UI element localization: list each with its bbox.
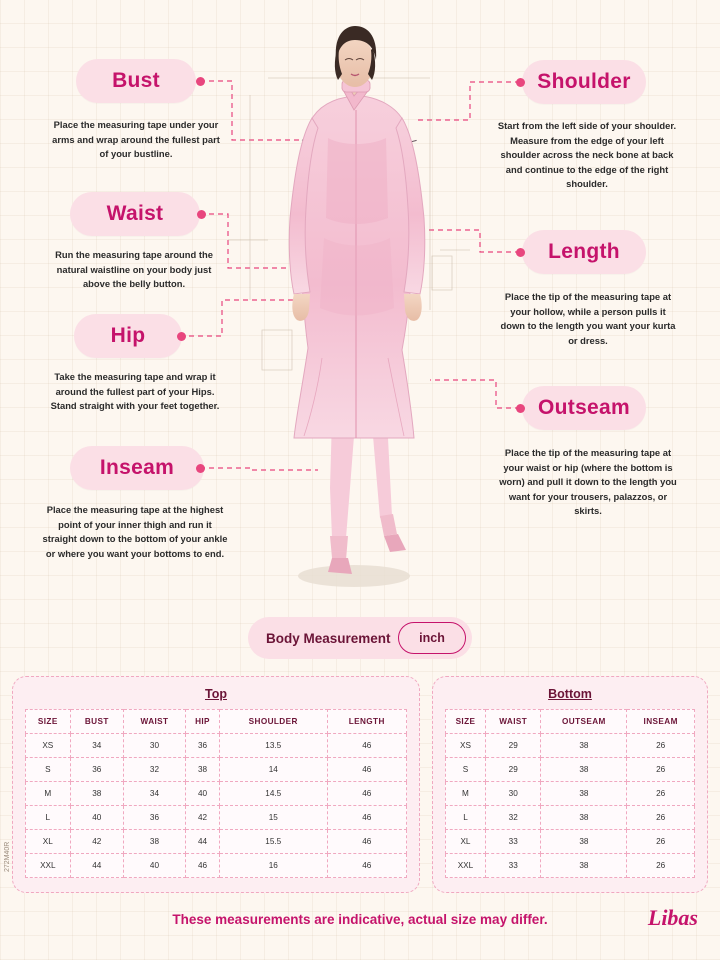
label-outseam-text: Outseam <box>538 396 630 419</box>
size-table-bottom <box>432 676 708 893</box>
brand-logo: Libas <box>647 905 698 930</box>
body-measurement-title: Body Measurement <box>266 630 391 646</box>
cell-waist: 38 <box>123 830 185 854</box>
cell-waist: 40 <box>123 854 185 878</box>
cell-waist: 32 <box>485 806 541 830</box>
cell-bust: 44 <box>70 854 123 878</box>
table-row <box>26 782 407 806</box>
connector-dot-hip <box>177 332 186 341</box>
cell-shoulder: 15 <box>219 806 327 830</box>
table-row <box>446 830 695 854</box>
unit-toggle[interactable] <box>398 622 466 654</box>
col-waist: WAIST <box>123 710 185 734</box>
cell-inseam: 26 <box>627 734 695 758</box>
model-illustration <box>238 18 482 598</box>
table-row <box>26 806 407 830</box>
table-row <box>446 854 695 878</box>
desc-hip: Take the measuring tape and wrap it around the fullest part of your Hips. Stand straight with your feet together. <box>50 371 220 412</box>
cell-length: 46 <box>327 758 407 782</box>
cell-bust: 40 <box>70 806 123 830</box>
table-row <box>446 782 695 806</box>
cell-waist: 36 <box>123 806 185 830</box>
table-row <box>26 758 407 782</box>
cell-hip: 38 <box>186 758 220 782</box>
cell-hip: 46 <box>186 854 220 878</box>
cell-outseam: 38 <box>541 830 627 854</box>
cell-bust: 38 <box>70 782 123 806</box>
cell-length: 46 <box>327 782 407 806</box>
desc-outseam: Place the tip of the measuring tape at your waist or hip (where the bottom is worn) and pull it down to the length you want for your trousers, palazzos, or skirts. <box>499 447 677 517</box>
col-size: SIZE <box>26 710 71 734</box>
side-code: 272M40R <box>4 841 11 872</box>
body-measurement-bar <box>248 617 472 659</box>
label-inseam <box>70 446 204 490</box>
cell-size: L <box>26 806 71 830</box>
cell-shoulder: 15.5 <box>219 830 327 854</box>
label-hip <box>74 314 182 358</box>
cell-bust: 34 <box>70 734 123 758</box>
cell-waist: 33 <box>485 830 541 854</box>
col-inseam: INSEAM <box>627 710 695 734</box>
desc-shoulder: Start from the left side of your shoulder. Measure from the edge of your left shoulder across the neck bone at back and continue to the edge of the right shoulder. <box>497 120 677 190</box>
cell-waist: 32 <box>123 758 185 782</box>
cell-size: XL <box>26 830 71 854</box>
col-outseam: OUTSEAM <box>541 710 627 734</box>
cell-size: XXL <box>446 854 486 878</box>
desc-length: Place the tip of the measuring tape at your hollow, while a person pulls it down to the length you want your kurta or dress. <box>500 291 676 346</box>
connector-dot-waist <box>197 210 206 219</box>
col-size: SIZE <box>446 710 486 734</box>
cell-inseam: 26 <box>627 806 695 830</box>
cell-size: XL <box>446 830 486 854</box>
col-waist: WAIST <box>485 710 541 734</box>
cell-size: XS <box>26 734 71 758</box>
cell-outseam: 38 <box>541 734 627 758</box>
table-header-row <box>446 710 695 734</box>
cell-outseam: 38 <box>541 854 627 878</box>
desc-waist: Run the measuring tape around the natural waistline on your body just above the belly button. <box>55 249 213 290</box>
label-length-text: Length <box>548 240 620 263</box>
label-waist-text: Waist <box>106 202 164 225</box>
size-table-top-title: Top <box>205 687 227 701</box>
cell-inseam: 26 <box>627 854 695 878</box>
col-hip: HIP <box>186 710 220 734</box>
cell-inseam: 26 <box>627 830 695 854</box>
table-row <box>26 734 407 758</box>
connector-dot-length <box>516 248 525 257</box>
unit-label: inch <box>419 631 445 645</box>
cell-waist: 33 <box>485 854 541 878</box>
table-row <box>446 806 695 830</box>
cell-length: 46 <box>327 854 407 878</box>
cell-outseam: 38 <box>541 806 627 830</box>
table-row <box>26 830 407 854</box>
connector-dot-bust <box>196 77 205 86</box>
cell-waist: 30 <box>485 782 541 806</box>
cell-hip: 36 <box>186 734 220 758</box>
cell-size: S <box>26 758 71 782</box>
cell-shoulder: 14.5 <box>219 782 327 806</box>
cell-hip: 42 <box>186 806 220 830</box>
table-row <box>26 854 407 878</box>
label-bust-text: Bust <box>112 69 160 92</box>
desc-inseam: Place the measuring tape at the highest point of your inner thigh and run it straight down to the bottom of your ankle or where you want your bottoms to end. <box>42 504 228 559</box>
table-header-row <box>26 710 407 734</box>
desc-bust: Place the measuring tape under your arms and wrap around the fullest part of your bustline. <box>52 119 220 160</box>
model-figure-svg <box>238 18 482 598</box>
size-table-top-grid <box>25 709 407 878</box>
cell-inseam: 26 <box>627 782 695 806</box>
label-shoulder-text: Shoulder <box>537 70 631 93</box>
label-inseam-text: Inseam <box>99 456 175 479</box>
cell-size: M <box>446 782 486 806</box>
cell-hip: 40 <box>186 782 220 806</box>
cell-waist: 34 <box>123 782 185 806</box>
label-outseam <box>522 386 646 430</box>
cell-inseam: 26 <box>627 758 695 782</box>
cell-waist: 30 <box>123 734 185 758</box>
label-shoulder <box>522 60 646 104</box>
cell-outseam: 38 <box>541 782 627 806</box>
cell-shoulder: 16 <box>219 854 327 878</box>
label-hip-text: Hip <box>110 324 146 347</box>
cell-length: 46 <box>327 734 407 758</box>
cell-bust: 36 <box>70 758 123 782</box>
table-row <box>446 758 695 782</box>
cell-shoulder: 13.5 <box>219 734 327 758</box>
cell-length: 46 <box>327 806 407 830</box>
cell-shoulder: 14 <box>219 758 327 782</box>
cell-size: M <box>26 782 71 806</box>
col-bust: BUST <box>70 710 123 734</box>
col-length: LENGTH <box>327 710 407 734</box>
cell-outseam: 38 <box>541 758 627 782</box>
cell-size: XXL <box>26 854 71 878</box>
cell-size: L <box>446 806 486 830</box>
cell-size: XS <box>446 734 486 758</box>
label-length <box>522 230 646 274</box>
cell-waist: 29 <box>485 734 541 758</box>
cell-bust: 42 <box>70 830 123 854</box>
footer-note: These measurements are indicative, actual size may differ. <box>172 912 548 927</box>
col-shoulder: SHOULDER <box>219 710 327 734</box>
size-table-bottom-grid <box>445 709 695 878</box>
connector-dot-shoulder <box>516 78 525 87</box>
label-waist <box>70 192 200 236</box>
cell-length: 46 <box>327 830 407 854</box>
label-bust <box>76 59 196 103</box>
cell-hip: 44 <box>186 830 220 854</box>
cell-size: S <box>446 758 486 782</box>
size-table-bottom-title: Bottom <box>548 687 592 701</box>
cell-waist: 29 <box>485 758 541 782</box>
connector-dot-inseam <box>196 464 205 473</box>
connector-dot-outseam <box>516 404 525 413</box>
table-row <box>446 734 695 758</box>
size-table-top <box>12 676 420 893</box>
